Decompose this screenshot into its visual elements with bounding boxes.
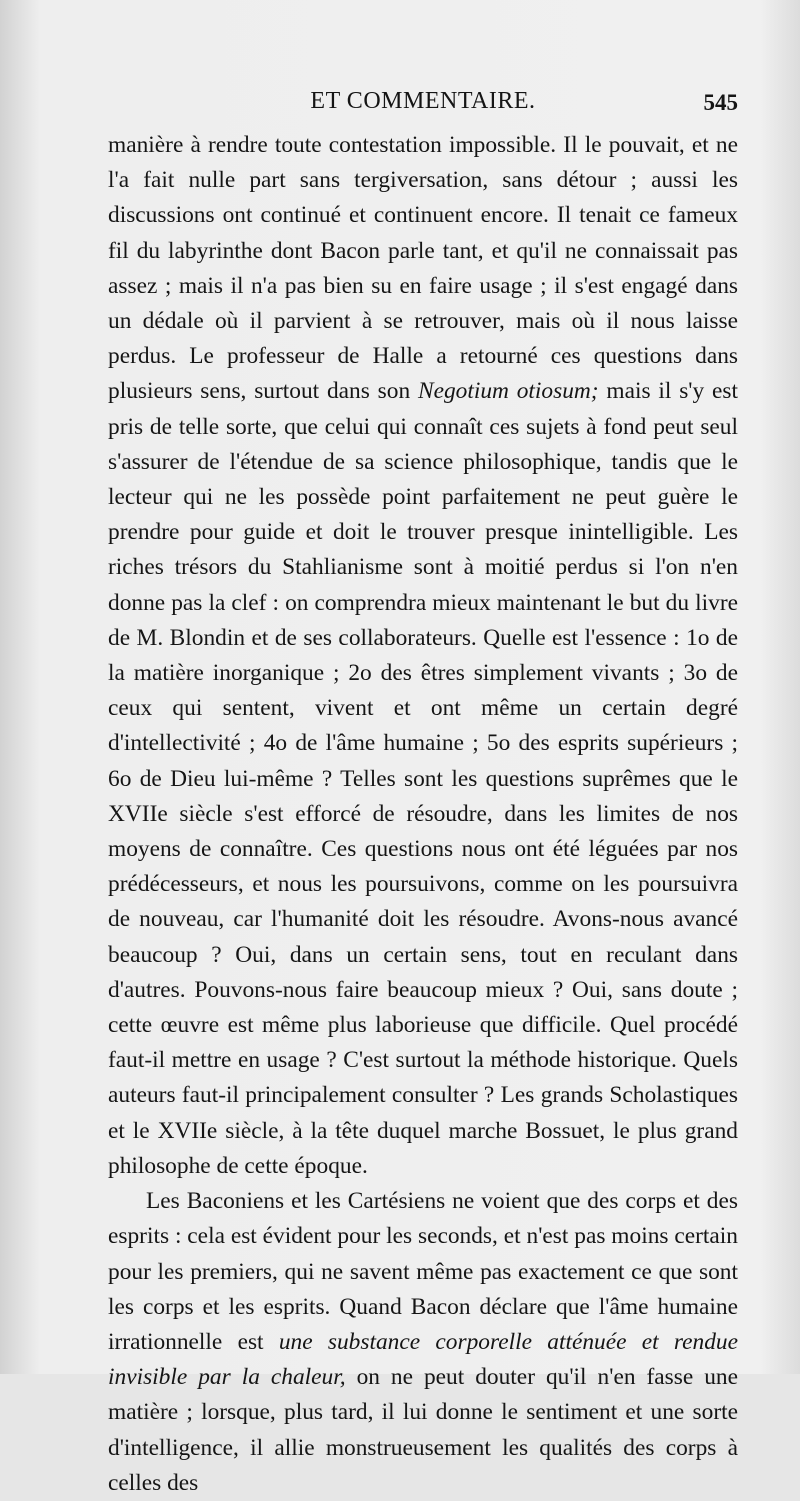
paragraph-1-text-b: mais il s'y est pris de telle sorte, que celui qui connaît ces sujets à fond peut seul s'assurer de l'étendue de sa science philosophique, tandis que le lecteur qui ne les possède point parfaitement ne peut guère le prendre pour guide et doit le trouver presque inintelligible. Les riches trésors du Stahlianisme sont à moitié perdus si l'on n'en donne pas la clef : on comprendra mieux maintenant le but du livre de M. Blondin et de ses collaborateurs. Quelle est l'essence : 1o de la matière inorganique ; 2o des êtres simplement vivants ; 3o de ceux qui sentent, vivent et ont même un certain degré d'intellectivité ; 4o de l'âme humaine ; 5o des esprits supérieurs ; 6o de Dieu lui-même ? Telles sont les questions suprêmes que le XVIIe siècle s'est efforcé de résoudre, dans les limites de nos moyens de connaître. Ces questions nous ont été léguées par nos prédécesseurs, et nous les poursuivons, comme on les poursuivra de nouveau, car l'humanité doit les résoudre. Avons-nous avancé beaucoup ? Oui, dans un certain sens, tout en reculant dans d'autres. Pouvons-nous faire beaucoup mieux ? Oui, sans doute ; cette œuvre est même plus laborieuse que difficile. Quel procédé faut-il mettre en usage ? C'est surtout la méthode historique. Quels auteurs faut-il principalement consulter ? Les grands Scholastiques et le XVIIe siècle, à la tête duquel marche Bossuet, le plus grand philosophe de cette époque. (108, 378, 738, 1179)
paragraph-2 (108, 1184, 738, 1501)
paragraph-1-text-a: manière à rendre toute contestation impossible. Il le pouvait, et ne l'a fait nulle part sans tergiversation, sans détour ; aussi les discussions ont continué et continuent encore. Il tenait ce fameux fil du labyrinthe dont Bacon parle tant, et qu'il ne connaissait pas assez ; mais il n'a pas bien su en faire usage ; il s'est engagé dans un dédale où il parvient à se retrouver, mais où il nous laisse perdus. Le professeur de Halle a retourné ces questions dans plusieurs sens, surtout dans son (108, 132, 738, 405)
paragraph-1-italic-title: Negotium otiosum; (417, 378, 599, 405)
paragraph-1 (108, 128, 738, 1184)
body-text (108, 128, 738, 1501)
running-title: ET COMMENTAIRE. (310, 88, 536, 114)
paragraph-2-text-a: Les Baconiens et les Cartésiens ne voient que des corps et des esprits : cela est évident pour les seconds, et n'est pas moins certain pour les premiers, qui ne savent même pas exactement ce que sont les corps et les esprits. Quand Bacon déclare que l'âme humaine irrationnelle est (108, 1188, 738, 1355)
paragraph-2-text-b: on ne peut douter qu'il n'en fasse une matière ; lorsque, plus tard, il lui donne le sentiment et une sorte d'intelligence, il allie monstrueusement les qualités des corps à celles des (108, 1364, 738, 1496)
page-header (108, 88, 738, 128)
paragraph-2-italic-quote: une substance corporelle atténuée et rendue invisible par la chaleur, (108, 1328, 738, 1391)
page-number: 545 (703, 90, 738, 115)
